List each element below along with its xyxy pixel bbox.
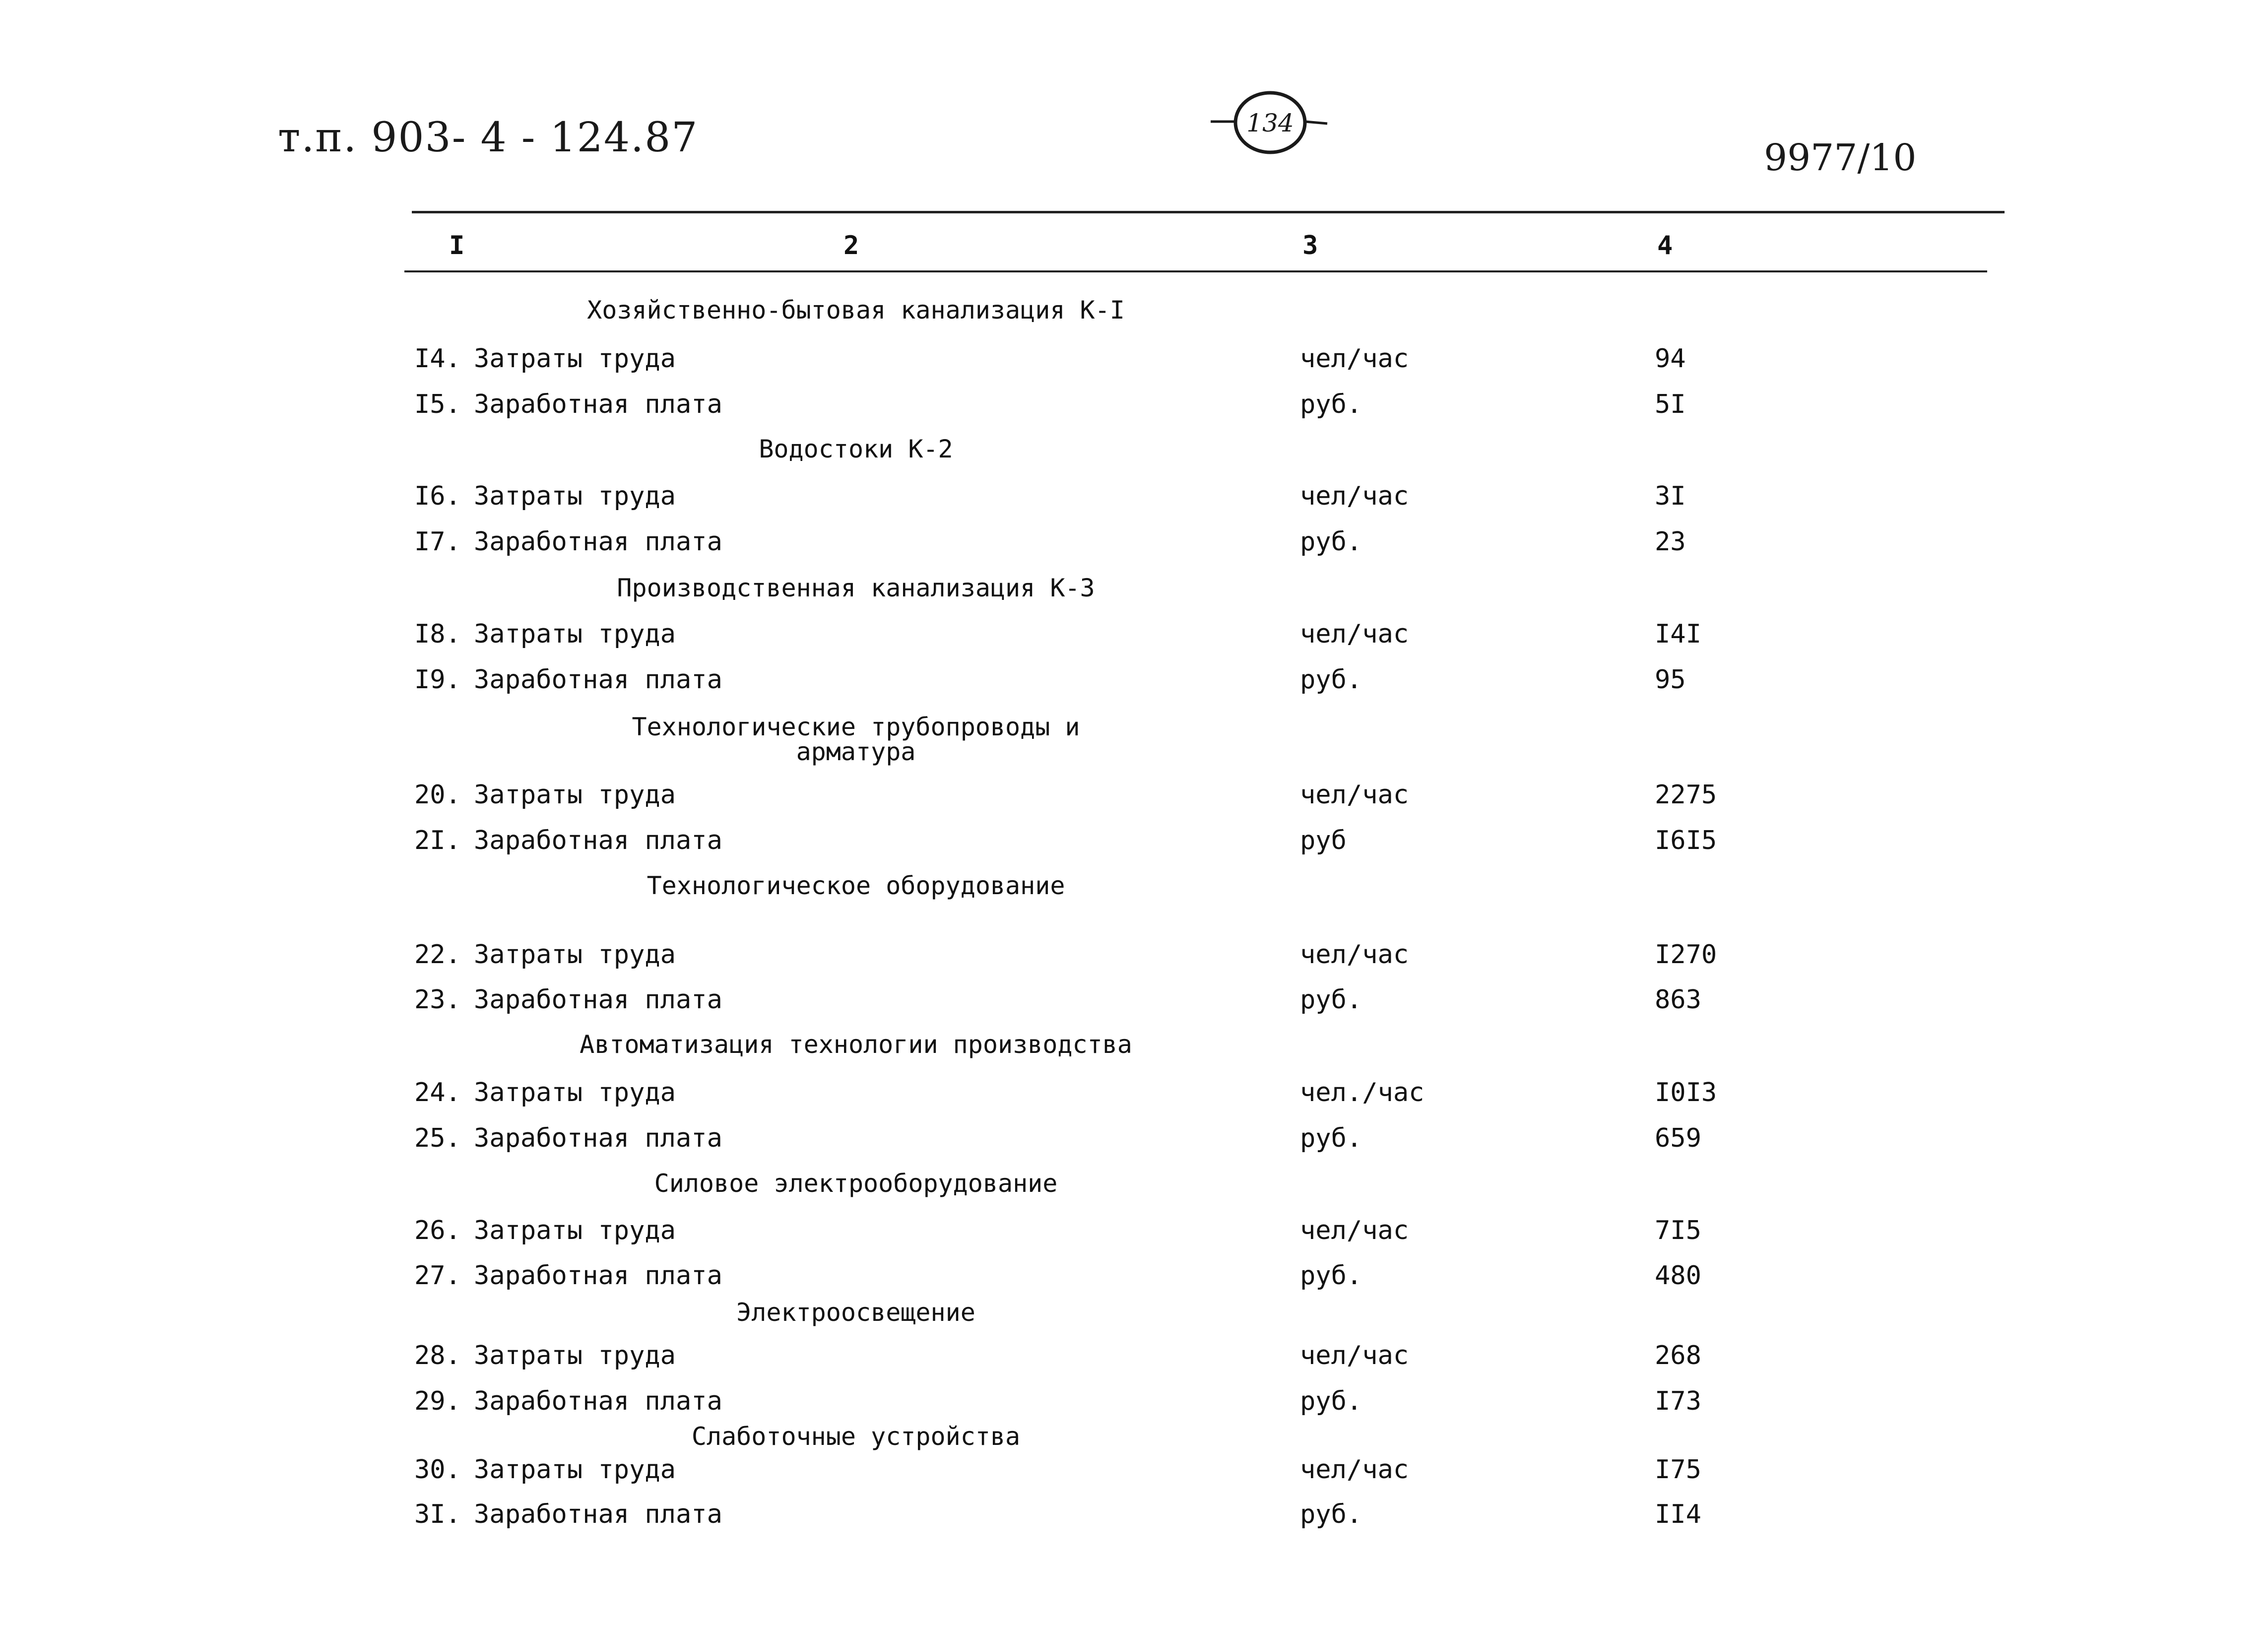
row-unit: руб. [1300,985,1362,1015]
row-name: Заработная плата [474,1386,722,1416]
row-number: 29. [414,1386,461,1416]
row-name: Затраты труда [474,481,676,511]
row-name: Затраты труда [474,344,676,374]
row-value: 659 [1655,1123,1701,1153]
row-number: I4. [414,344,461,374]
row-unit: руб. [1300,390,1362,419]
row-unit: чел/час [1300,1341,1409,1370]
row-name: Заработная плата [474,985,722,1015]
row-value: 480 [1655,1261,1701,1291]
row-value: I4I [1655,619,1701,649]
row-unit: руб [1300,826,1347,855]
section-title: Силовое электрооборудование [654,1169,1058,1198]
row-name: Затраты труда [474,1216,676,1245]
row-number: 25. [414,1123,461,1153]
row-number: I8. [414,619,461,649]
row-unit: чел/час [1300,619,1409,649]
row-number: 24. [414,1078,461,1108]
row-value: I6I5 [1655,826,1717,855]
row-number: 23. [414,985,461,1015]
row-name: Заработная плата [474,665,722,695]
row-unit: чел/час [1300,780,1409,810]
row-number: I6. [414,481,461,511]
section-title: Водостоки К-2 [759,435,953,463]
row-number: 26. [414,1216,461,1245]
row-value: 3I [1655,481,1686,511]
section-title: Технологическое оборудование [647,871,1065,900]
row-unit: руб. [1300,527,1362,557]
row-unit: руб. [1300,1499,1362,1529]
row-value: 95 [1655,665,1686,695]
sheet-reference: 9977/10 [1764,136,1917,179]
row-value: 5I [1655,390,1686,419]
row-name: Заработная плата [474,826,722,855]
row-value: 23 [1655,527,1686,557]
section-title: Электроосвещение [736,1298,975,1327]
row-value: 7I5 [1655,1216,1701,1245]
row-name: Затраты труда [474,1341,676,1370]
row-unit: чел/час [1300,481,1409,511]
row-number: 2I. [414,826,461,855]
column-header-2: 2 [843,231,859,261]
row-unit: руб. [1300,1386,1362,1416]
page-number: 134 [1246,109,1294,137]
section-title: Автоматизация технологии производства [580,1030,1132,1059]
section-title: Хозяйственно-бытовая канализация К-I [587,296,1125,325]
row-name: Заработная плата [474,1499,722,1529]
section-title: Технологические трубопроводы и арматура [632,713,1080,766]
row-value: I0I3 [1655,1078,1717,1108]
row-value: II4 [1655,1499,1701,1529]
row-value: 2275 [1655,780,1717,810]
row-unit: руб. [1300,665,1362,695]
row-number: 27. [414,1261,461,1291]
row-number: 22. [414,940,461,970]
row-value: I75 [1655,1455,1701,1485]
row-number: I9. [414,665,461,695]
row-number: 30. [414,1455,461,1485]
row-unit: чел/час [1300,1455,1409,1485]
row-number: 3I. [414,1499,461,1529]
row-name: Затраты труда [474,619,676,649]
row-name: Заработная плата [474,1261,722,1291]
row-value: 94 [1655,344,1686,374]
row-name: Заработная плата [474,527,722,557]
row-unit: чел./час [1300,1078,1425,1108]
row-number: I7. [414,527,461,557]
row-number: 28. [414,1341,461,1370]
row-value: I73 [1655,1386,1701,1416]
document-code: т.п. 903- 4 - 124.87 [278,114,699,161]
row-unit: чел/час [1300,1216,1409,1245]
column-header-4: 4 [1657,231,1673,261]
row-value: 863 [1655,985,1701,1015]
row-number: 20. [414,780,461,810]
column-header-3: 3 [1302,231,1318,261]
row-value: I270 [1655,940,1717,970]
row-unit: чел/час [1300,344,1409,374]
row-name: Затраты труда [474,780,676,810]
section-title: Слаботочные устройства [691,1422,1021,1451]
row-value: 268 [1655,1341,1701,1370]
row-unit: чел/час [1300,940,1409,970]
column-header-1: I [449,231,465,261]
row-name: Заработная плата [474,390,722,419]
row-name: Затраты труда [474,1455,676,1485]
row-unit: руб. [1300,1123,1362,1153]
row-number: I5. [414,390,461,419]
section-title: Производственная канализация К-3 [617,574,1095,602]
row-name: Заработная плата [474,1123,722,1153]
row-name: Затраты труда [474,1078,676,1108]
row-unit: руб. [1300,1261,1362,1291]
row-name: Затраты труда [474,940,676,970]
